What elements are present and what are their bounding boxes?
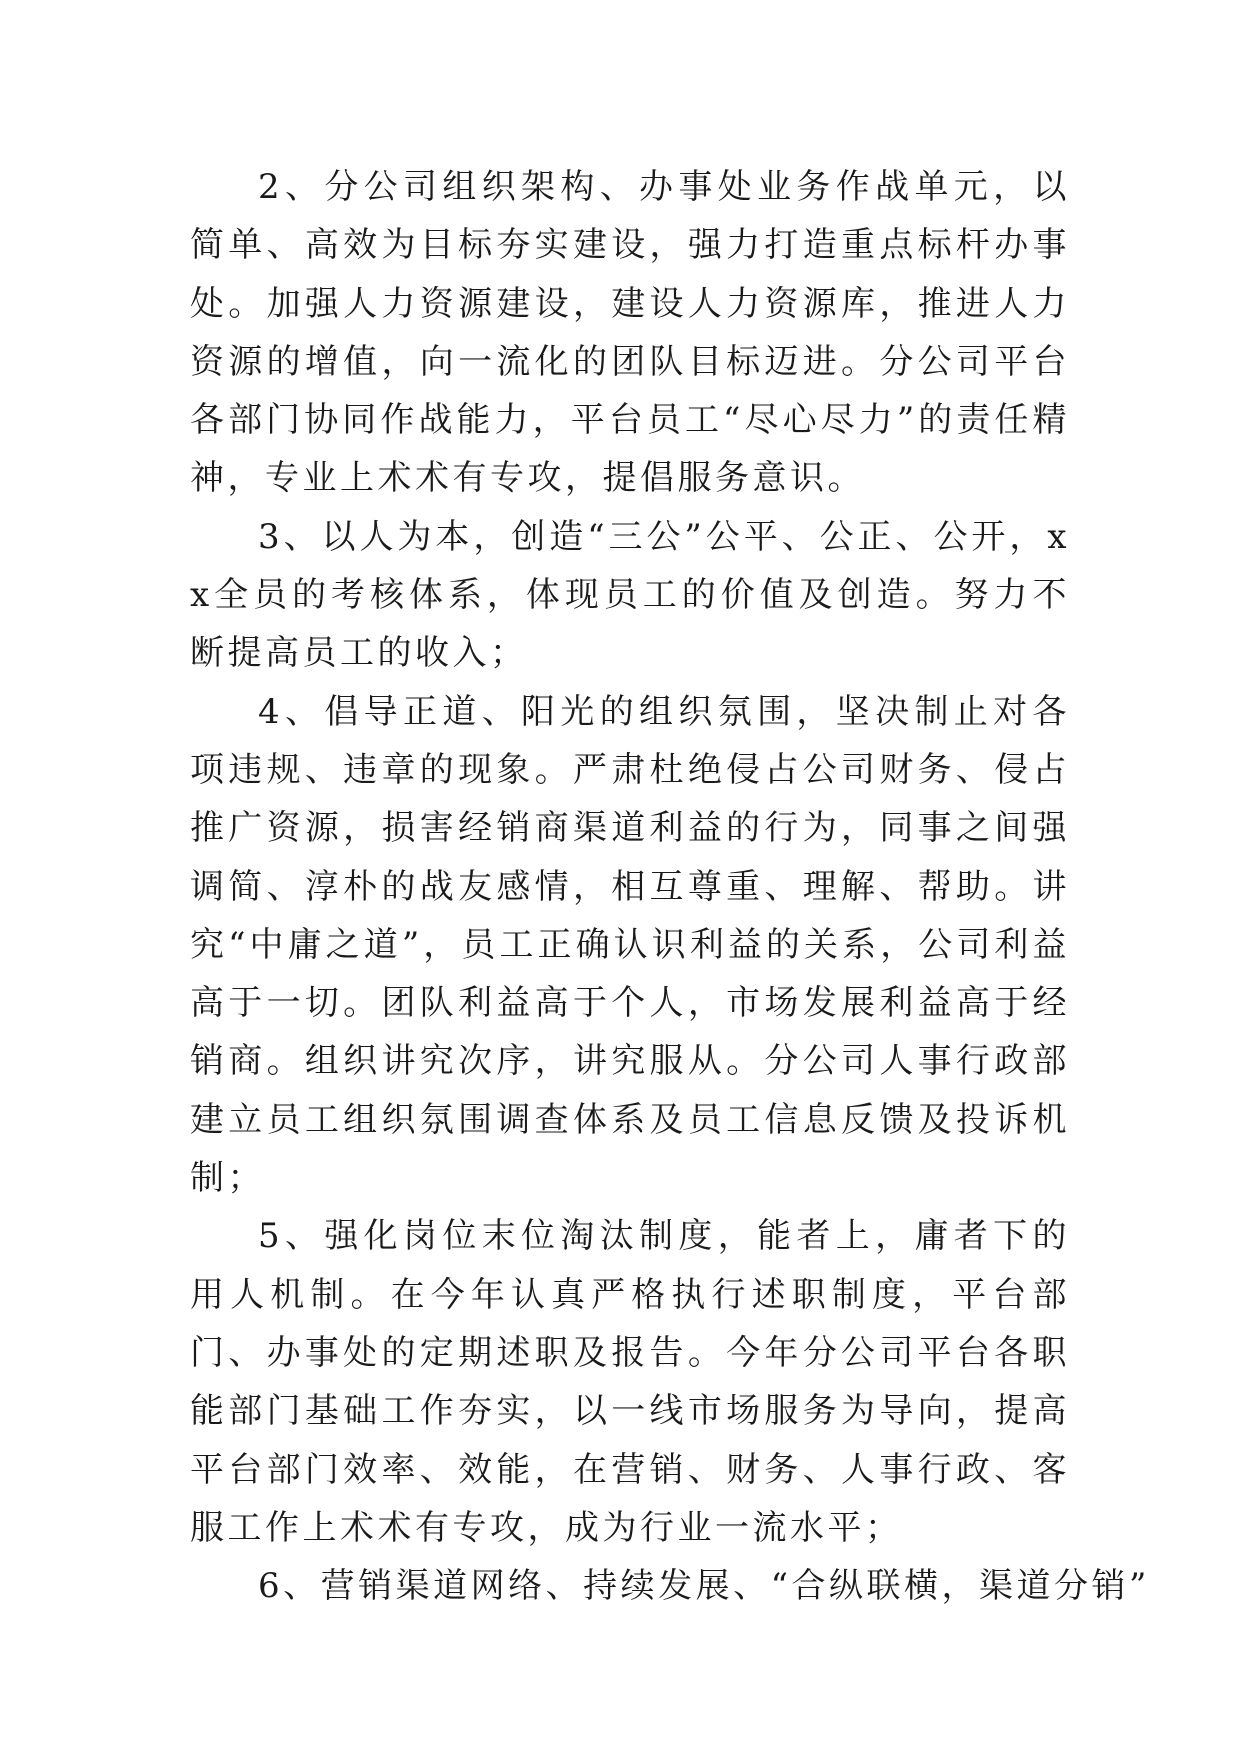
document-body bbox=[190, 158, 1150, 1615]
paragraph-item-4: 4、倡导正道、阳光的组织氛围，坚决制止对各项违规、违章的现象。严肃杜绝侵占公司财务、侵占推广资源，损害经销商渠道利益的行为，同事之间强调简、淳朴的战友感情，相互尊重、理解、帮助。讲究“中庸之道”，员工正确认识利益的关系，公司利益高于一切。团队利益高于个人，市场发展利益高于经销商。组织讲究次序，讲究服从。分公司人事行政部建立员工组织氛围调查体系及员工信息反馈及投诉机制； bbox=[190, 691, 1070, 1199]
paragraph-item-6: 6、营销渠道网络、持续发展、“合纵联横，渠道分销” bbox=[258, 1566, 1150, 1607]
paragraph-item-3: 3、以人为本，创造“三公”公平、公正、公开，xx全员的考核体系，体现员工的价值及创造。努力不断提高员工的收入； bbox=[190, 516, 1070, 674]
paragraph-item-5: 5、强化岗位末位淘汰制度，能者上，庸者下的用人机制。在今年认真严格执行述职制度，平台部门、办事处的定期述职及报告。今年分公司平台各职能部门基础工作夯实，以一线市场服务为导向，提高平台部门效率、效能，在营销、财务、人事行政、客服工作上术术有专攻，成为行业一流水平； bbox=[190, 1216, 1070, 1548]
paragraph-item-2: 2、分公司组织架构、办事处业务作战单元，以简单、高效为目标夯实建设，强力打造重点标杆办事处。加强人力资源建设，建设人力资源库，推进人力资源的增值，向一流化的团队目标迈进。分公司平台各部门协同作战能力，平台员工“尽心尽力”的责任精神，专业上术术有专攻，提倡服务意识。 bbox=[190, 167, 1070, 499]
